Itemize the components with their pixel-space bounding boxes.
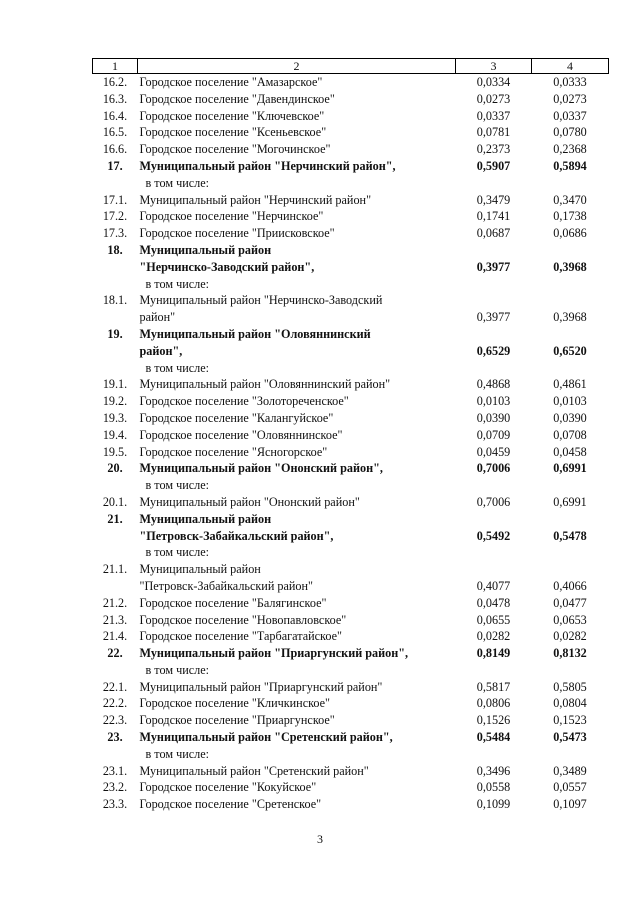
row-name-line: Муниципальный район "Приаргунский район", (139, 646, 409, 661)
table-row (93, 628, 609, 645)
row-name-text: Городское поселение "Ключевское" (139, 108, 325, 123)
row-name-text: Городское поселение "Сретенское" (139, 797, 322, 812)
table-row (93, 460, 609, 494)
row-name-line: "Нерчинско-Заводский район", (139, 259, 315, 274)
row-name (138, 628, 456, 645)
row-name-text: Городское поселение "Давендинское" (139, 91, 335, 106)
value-col3: 0,0459 (476, 444, 511, 459)
row-name-line: "Петровск-Забайкальский район" (139, 578, 313, 593)
row-name-text: Городское поселение "Золотореченское" (139, 394, 349, 409)
data-table (92, 58, 609, 813)
row-name-text: Городское поселение "Нерчинское" (139, 209, 324, 224)
value-col3: 0,0273 (476, 91, 511, 106)
value-col4: 0,1523 (553, 713, 587, 728)
row-name-line: "Петровск-Забайкальский район", (139, 528, 334, 543)
row-name (138, 679, 456, 696)
row-number: 16.2. (102, 75, 128, 89)
row-name (138, 91, 456, 108)
value-col4: 0,0390 (553, 410, 587, 425)
row-name-line: Муниципальный район "Оловяннинский (139, 326, 371, 341)
row-name (138, 208, 456, 225)
table-row (93, 124, 609, 141)
row-name (138, 494, 456, 511)
row-name-line: район", (139, 343, 183, 358)
row-number: 21.1. (102, 562, 128, 577)
row-name-text: Городское поселение "Могочинское" (139, 142, 331, 157)
header-cell: 4 (532, 59, 609, 74)
row-name-text: Муниципальный район "Приаргунский район" (139, 679, 383, 694)
row-name-text: Муниципальный район "Сретенский район" (139, 763, 369, 778)
row-name (138, 561, 456, 595)
row-number: 23.2. (102, 780, 128, 795)
value-col4: 0,5894 (553, 158, 587, 173)
value-col3: 0,7006 (476, 461, 511, 476)
row-name-text: Муниципальный район "Нерчинский район" (139, 192, 372, 207)
row-name-text: Городское поселение "Калангуйское" (139, 410, 334, 425)
row-number: 21.3. (102, 612, 128, 627)
table-row (93, 729, 609, 763)
row-number: 16.6. (102, 142, 128, 157)
row-name-text: Городское поселение "Кличкинское" (139, 696, 331, 711)
row-number: 19.4. (102, 427, 128, 442)
table-row (93, 225, 609, 242)
row-name-line: Муниципальный район (139, 511, 272, 526)
row-number: 20. (107, 461, 123, 476)
row-name (138, 511, 456, 561)
value-col3: 0,1099 (476, 797, 511, 812)
row-name (138, 779, 456, 796)
row-name (138, 729, 456, 763)
row-name-line: Муниципальный район "Ононский район", (139, 461, 383, 476)
row-name-text: Муниципальный район "Оловяннинский район" (139, 377, 391, 392)
value-col3: 0,4868 (476, 377, 511, 392)
header-cell: 1 (93, 59, 138, 74)
row-name (138, 225, 456, 242)
row-name-text: Городское поселение "Оловяннинское" (139, 427, 343, 442)
table-row (93, 242, 609, 292)
value-col4: 0,0282 (553, 629, 587, 644)
value-col3: 0,3479 (476, 192, 511, 207)
row-name (138, 796, 456, 813)
value-col3: 0,0655 (476, 612, 511, 627)
row-number: 19.5. (102, 444, 128, 459)
value-col4: 0,1097 (553, 797, 587, 812)
value-col3: 0,0478 (476, 595, 511, 610)
value-col4: 0,0780 (553, 125, 587, 140)
row-number: 16.4. (102, 108, 128, 123)
table-row (93, 595, 609, 612)
page-number: 3 (317, 832, 323, 846)
row-number: 17. (107, 158, 123, 173)
value-col4: 0,3968 (553, 259, 587, 274)
row-number: 16.3. (102, 91, 128, 106)
value-col3: 0,6529 (476, 343, 511, 358)
value-col3: 0,5484 (476, 730, 511, 745)
row-name (138, 192, 456, 209)
row-subnote: в том числе: (145, 545, 210, 560)
row-subnote: в том числе: (145, 662, 210, 677)
table-row (93, 494, 609, 511)
row-name (138, 460, 456, 494)
row-name (138, 158, 456, 192)
row-name-text: Городское поселение "Балягинское" (139, 595, 327, 610)
table-row (93, 763, 609, 780)
row-subnote: в том числе: (145, 478, 210, 493)
row-number: 16.5. (102, 125, 128, 140)
value-col4: 0,0708 (553, 427, 587, 442)
row-name (138, 74, 456, 91)
table-row (93, 108, 609, 125)
value-col4: 0,0557 (553, 780, 587, 795)
row-name (138, 763, 456, 780)
value-col3: 0,5907 (476, 158, 511, 173)
row-name (138, 242, 456, 292)
header-cell: 3 (456, 59, 532, 74)
row-name-text: Городское поселение "Тарбагатайское" (139, 629, 342, 644)
value-col4: 0,0686 (553, 226, 587, 241)
row-number: 23. (107, 730, 123, 745)
row-number: 21.2. (102, 595, 128, 610)
row-number: 22.1. (102, 679, 128, 694)
value-col4: 0,3470 (553, 192, 587, 207)
row-name-line: Муниципальный район (139, 562, 261, 577)
row-number: 23.3. (102, 797, 128, 812)
row-name-text: Городское поселение "Ксеньевское" (139, 125, 327, 140)
value-col3: 0,0282 (476, 629, 511, 644)
value-col4: 0,1738 (553, 209, 587, 224)
row-name-line: Муниципальный район (139, 242, 272, 257)
row-number: 19. (107, 326, 123, 341)
row-number: 21.4. (102, 629, 128, 644)
row-name-text: Городское поселение "Приаргунское" (139, 713, 335, 728)
row-number: 19.3. (102, 410, 128, 425)
value-col4: 0,6520 (553, 343, 587, 358)
table-row (93, 427, 609, 444)
table-row (93, 645, 609, 679)
table-row (93, 91, 609, 108)
row-name-line: Муниципальный район "Сретенский район", (139, 730, 393, 745)
table-row (93, 192, 609, 209)
table-body (93, 74, 609, 814)
row-subnote: в том числе: (145, 746, 210, 761)
row-number: 20.1. (102, 494, 128, 509)
row-name-line: Муниципальный район "Нерчинский район", (139, 158, 396, 173)
value-col3: 0,8149 (476, 646, 511, 661)
value-col4: 0,0477 (553, 595, 587, 610)
value-col4: 0,6991 (553, 461, 587, 476)
row-name (138, 712, 456, 729)
value-col3: 0,0781 (476, 125, 511, 140)
value-col4: 0,4066 (553, 578, 587, 593)
value-col4: 0,0458 (553, 444, 587, 459)
row-name-text: Городское поселение "Амазарское" (139, 75, 323, 89)
table-row (93, 511, 609, 561)
row-number: 18.1. (102, 293, 128, 308)
row-number: 21. (107, 511, 123, 526)
table-row (93, 326, 609, 376)
row-number: 19.2. (102, 394, 128, 409)
table-row (93, 158, 609, 192)
value-col4: 0,2368 (553, 142, 587, 157)
table-row (93, 561, 609, 595)
table-row (93, 612, 609, 629)
value-col4: 0,0653 (553, 612, 587, 627)
row-name (138, 141, 456, 158)
row-name-text: Муниципальный район "Ононский район" (139, 494, 360, 509)
table-row (93, 376, 609, 393)
row-subnote: в том числе: (145, 360, 210, 375)
value-col3: 0,0390 (476, 410, 511, 425)
row-name (138, 292, 456, 326)
row-subnote: в том числе: (145, 175, 210, 190)
value-col4: 0,8132 (553, 646, 587, 661)
value-col3: 0,5817 (476, 679, 511, 694)
row-name-line: район" (139, 310, 176, 325)
table-row (93, 796, 609, 813)
table-row (93, 779, 609, 796)
value-col3: 0,0806 (476, 696, 511, 711)
row-number: 19.1. (102, 377, 128, 392)
row-name (138, 427, 456, 444)
value-col4: 0,4861 (553, 377, 587, 392)
row-number: 22.2. (102, 696, 128, 711)
table-row (93, 393, 609, 410)
table-row (93, 74, 609, 91)
value-col3: 0,3977 (476, 310, 511, 325)
table-row (93, 679, 609, 696)
table-row (93, 695, 609, 712)
table-row (93, 444, 609, 461)
value-col4: 0,5473 (553, 730, 587, 745)
row-number: 17.1. (102, 192, 128, 207)
header-cell: 2 (138, 59, 456, 74)
value-col4: 0,3489 (553, 763, 587, 778)
row-subnote: в том числе: (145, 276, 210, 291)
row-name (138, 612, 456, 629)
value-col3: 0,3496 (476, 763, 511, 778)
value-col3: 0,4077 (476, 578, 511, 593)
table-row (93, 292, 609, 326)
value-col3: 0,5492 (476, 528, 511, 543)
value-col4: 0,0333 (553, 75, 587, 89)
value-col4: 0,3968 (553, 310, 587, 325)
table-row (93, 141, 609, 158)
row-name-line: Муниципальный район "Нерчинско-Заводский (139, 293, 383, 308)
value-col4: 0,5805 (553, 679, 587, 694)
table-header-row (93, 59, 609, 74)
value-col4: 0,0804 (553, 696, 587, 711)
row-number: 23.1. (102, 763, 128, 778)
row-number: 17.2. (102, 209, 128, 224)
value-col3: 0,0337 (476, 108, 511, 123)
row-name (138, 444, 456, 461)
value-col4: 0,0103 (553, 394, 587, 409)
row-name-text: Городское поселение "Новопавловское" (139, 612, 347, 627)
value-col3: 0,1741 (476, 209, 511, 224)
row-name (138, 410, 456, 427)
row-name (138, 376, 456, 393)
row-name-text: Городское поселение "Приисковское" (139, 226, 335, 241)
value-col4: 0,0273 (553, 91, 587, 106)
value-col3: 0,1526 (476, 713, 511, 728)
value-col4: 0,5478 (553, 528, 587, 543)
value-col4: 0,6991 (553, 494, 587, 509)
value-col3: 0,0709 (476, 427, 511, 442)
row-name (138, 326, 456, 376)
table-row (93, 410, 609, 427)
value-col3: 0,3977 (476, 259, 511, 274)
row-name-text: Городское поселение "Ясногорское" (139, 444, 328, 459)
value-col3: 0,2373 (476, 142, 511, 157)
row-name (138, 108, 456, 125)
row-number: 17.3. (102, 226, 128, 241)
row-number: 22.3. (102, 713, 128, 728)
row-name (138, 695, 456, 712)
row-name (138, 645, 456, 679)
row-name (138, 124, 456, 141)
table-row (93, 208, 609, 225)
value-col3: 0,0103 (476, 394, 511, 409)
value-col3: 0,7006 (476, 494, 511, 509)
value-col3: 0,0334 (476, 75, 511, 89)
value-col3: 0,0558 (476, 780, 511, 795)
table-row (93, 712, 609, 729)
value-col4: 0,0337 (553, 108, 587, 123)
value-col3: 0,0687 (476, 226, 511, 241)
row-number: 22. (107, 646, 123, 661)
row-name (138, 393, 456, 410)
row-name (138, 595, 456, 612)
row-number: 18. (107, 242, 123, 257)
row-name-text: Городское поселение "Кокуйское" (139, 780, 317, 795)
